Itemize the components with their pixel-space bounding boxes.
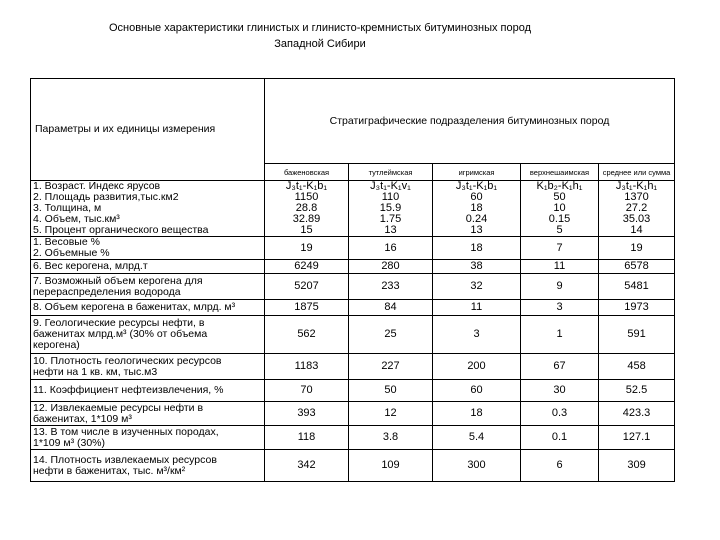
cell-value: 35.03 (622, 213, 651, 225)
cell-value: 19 (599, 237, 675, 260)
cell-value: 0.3 (521, 402, 599, 426)
row-label (31, 316, 265, 354)
block1-labels (31, 181, 265, 237)
cell-value: 300 (433, 450, 521, 482)
row-label (31, 274, 265, 300)
row-label-line: 6. Вес керогена, млрд.т (33, 260, 148, 272)
row-label (31, 402, 265, 426)
cell-value: 50 (553, 191, 566, 203)
cell-value: 458 (599, 354, 675, 380)
cell-value: 309 (599, 450, 675, 482)
row-label (31, 426, 265, 450)
cell-value: 28.8 (295, 202, 318, 214)
strat-header: Стратиграфические подразделения битуминозных пород (265, 79, 675, 164)
cell-value: 15 (300, 224, 313, 236)
cell-value: 7 (521, 237, 599, 260)
row-label-line: 13. В том числе в изученных породах, (33, 425, 219, 438)
cell-value: 50 (349, 380, 433, 402)
cell-value: 3 (521, 300, 599, 316)
row-label (31, 354, 265, 380)
cell-value: 0.24 (465, 213, 488, 225)
cell-value: 127.1 (599, 426, 675, 450)
cell-value: J₃t₁-K₁v₁ (370, 180, 411, 192)
cell-value: 14 (630, 224, 643, 236)
cell-value: 18 (433, 402, 521, 426)
column-header-upper-shaim: верхнешаимская (521, 164, 599, 181)
cell-value: 32.89 (292, 213, 321, 225)
cell-value: 3 (433, 316, 521, 354)
table-row (31, 402, 675, 426)
row-label-line: керогена) (33, 339, 80, 351)
block1-values-col-1 (265, 181, 349, 237)
cell-value: 25 (349, 316, 433, 354)
cell-value: 591 (599, 316, 675, 354)
cell-value: 562 (265, 316, 349, 354)
cell-value: 13 (470, 224, 483, 236)
row-label-line: баженитах, 1*109 м³ (33, 412, 132, 425)
cell-value: 227 (349, 354, 433, 380)
cell-value: 342 (265, 450, 349, 482)
row-label-line: нефти на 1 кв. км, тыс.м3 (33, 365, 158, 378)
table-row (31, 237, 675, 260)
table-row (31, 450, 675, 482)
row-label (31, 260, 265, 274)
row-label (31, 450, 265, 482)
row-label-line: баженитах млрд.м³ (30% от объема (33, 328, 208, 340)
row-label-line: 8. Объем керогена в баженитах, млрд. м³ (33, 301, 236, 313)
block1-values-col-2 (349, 181, 433, 237)
row-label-line: 12. Извлекаемые ресурсы нефти в (33, 401, 204, 414)
cell-value: 280 (349, 260, 433, 274)
cell-value: 1.75 (379, 213, 402, 225)
block1-values-col-5 (599, 181, 675, 237)
cell-value: J₃t₁-K₁b₁ (455, 180, 498, 192)
cell-value: 11 (521, 260, 599, 274)
row-label-line: 14. Плотность извлекаемых ресурсов (33, 453, 217, 466)
title-line-2: Западной Сибири (274, 38, 366, 50)
cell-value: 52.5 (599, 380, 675, 402)
cell-value: 1150 (294, 191, 319, 203)
cell-value: 1973 (599, 300, 675, 316)
cell-value: 5207 (265, 274, 349, 300)
cell-value: 84 (349, 300, 433, 316)
row-label-line: 7. Возможный объем керогена для (33, 274, 203, 287)
params-header: Параметры и их единицы измерения (31, 79, 265, 181)
block1-values-col-4 (521, 181, 599, 237)
row-label: 1. Возраст. Индекс ярусов (33, 180, 161, 192)
row-label-line: перераспределения водорода (33, 285, 181, 298)
cell-value: 5.4 (433, 426, 521, 450)
cell-value: 1370 (624, 191, 649, 203)
cell-value: 18 (470, 202, 483, 214)
table-row (31, 274, 675, 300)
cell-value: 67 (521, 354, 599, 380)
row-label-line: 2. Объемные % (33, 247, 110, 259)
cell-value: 6 (521, 450, 599, 482)
row-label: 3. Толщина, м (33, 202, 102, 214)
block1-values-col-3 (433, 181, 521, 237)
cell-value: 6249 (265, 260, 349, 274)
cell-value: 0.1 (521, 426, 599, 450)
cell-value: 393 (265, 402, 349, 426)
column-header-tutleim: тутлеймская (349, 164, 433, 181)
cell-value: 423.3 (599, 402, 675, 426)
cell-value: K₁b₂-K₁h₁ (536, 180, 583, 192)
table-row-block1 (31, 181, 675, 237)
table-row (31, 316, 675, 354)
table-row (31, 426, 675, 450)
row-label-line: нефти в баженитах, тыс. м³/км² (33, 464, 186, 477)
cell-value: J₃t₁-K₁b₁ (285, 180, 328, 192)
document-title (40, 20, 600, 52)
row-label (31, 380, 265, 402)
cell-value: 32 (433, 274, 521, 300)
cell-value: 70 (265, 380, 349, 402)
cell-value: 6578 (599, 260, 675, 274)
row-label-line: 10. Плотность геологических ресурсов (33, 354, 222, 367)
table-row (31, 260, 675, 274)
cell-value: 27.2 (625, 202, 648, 214)
cell-value: 5 (556, 224, 563, 236)
cell-value: 16 (349, 237, 433, 260)
cell-value: 19 (265, 237, 349, 260)
row-label-line: 9. Геологические ресурсы нефти, в (33, 317, 205, 329)
cell-value: 12 (349, 402, 433, 426)
cell-value: 9 (521, 274, 599, 300)
cell-value: 5481 (599, 274, 675, 300)
cell-value: 30 (521, 380, 599, 402)
cell-value: 109 (349, 450, 433, 482)
row-label-line: 1. Весовые % (33, 236, 100, 248)
cell-value: 60 (470, 191, 483, 203)
row-label: 4. Объем, тыс.км³ (33, 213, 120, 225)
row-label-line: 11. Коэффициент нефтеизвлечения, % (33, 384, 224, 396)
row-label-line: 1*109 м³ (30%) (33, 436, 106, 449)
row-label: 5. Процент органического вещества (33, 224, 209, 236)
table-row (31, 300, 675, 316)
cell-value: J₃t₁-K₁h₁ (615, 180, 658, 192)
cell-value: 3.8 (349, 426, 433, 450)
cell-value: 11 (433, 300, 521, 316)
row-label (31, 300, 265, 316)
cell-value: 1183 (265, 354, 349, 380)
table-row (31, 380, 675, 402)
cell-value: 110 (381, 191, 400, 203)
cell-value: 38 (433, 260, 521, 274)
cell-value: 60 (433, 380, 521, 402)
column-header-igrim: игримская (433, 164, 521, 181)
cell-value: 118 (265, 426, 349, 450)
cell-value: 18 (433, 237, 521, 260)
table-row (31, 354, 675, 380)
cell-value: 15.9 (379, 202, 402, 214)
column-header-bazhenov: баженовская (265, 164, 349, 181)
title-line-1: Основные характеристики глинистых и глинисто-кремнистых битуминозных пород (108, 22, 532, 34)
row-label: 2. Площадь развития,тыс.км2 (33, 191, 179, 203)
cell-value: 10 (553, 202, 566, 214)
row-label (31, 237, 265, 260)
cell-value: 1875 (265, 300, 349, 316)
cell-value: 200 (433, 354, 521, 380)
cell-value: 0.15 (548, 213, 571, 225)
characteristics-table (30, 78, 675, 482)
column-header-average: среднее или сумма (599, 164, 675, 181)
cell-value: 233 (349, 274, 433, 300)
cell-value: 13 (384, 224, 397, 236)
cell-value: 1 (521, 316, 599, 354)
